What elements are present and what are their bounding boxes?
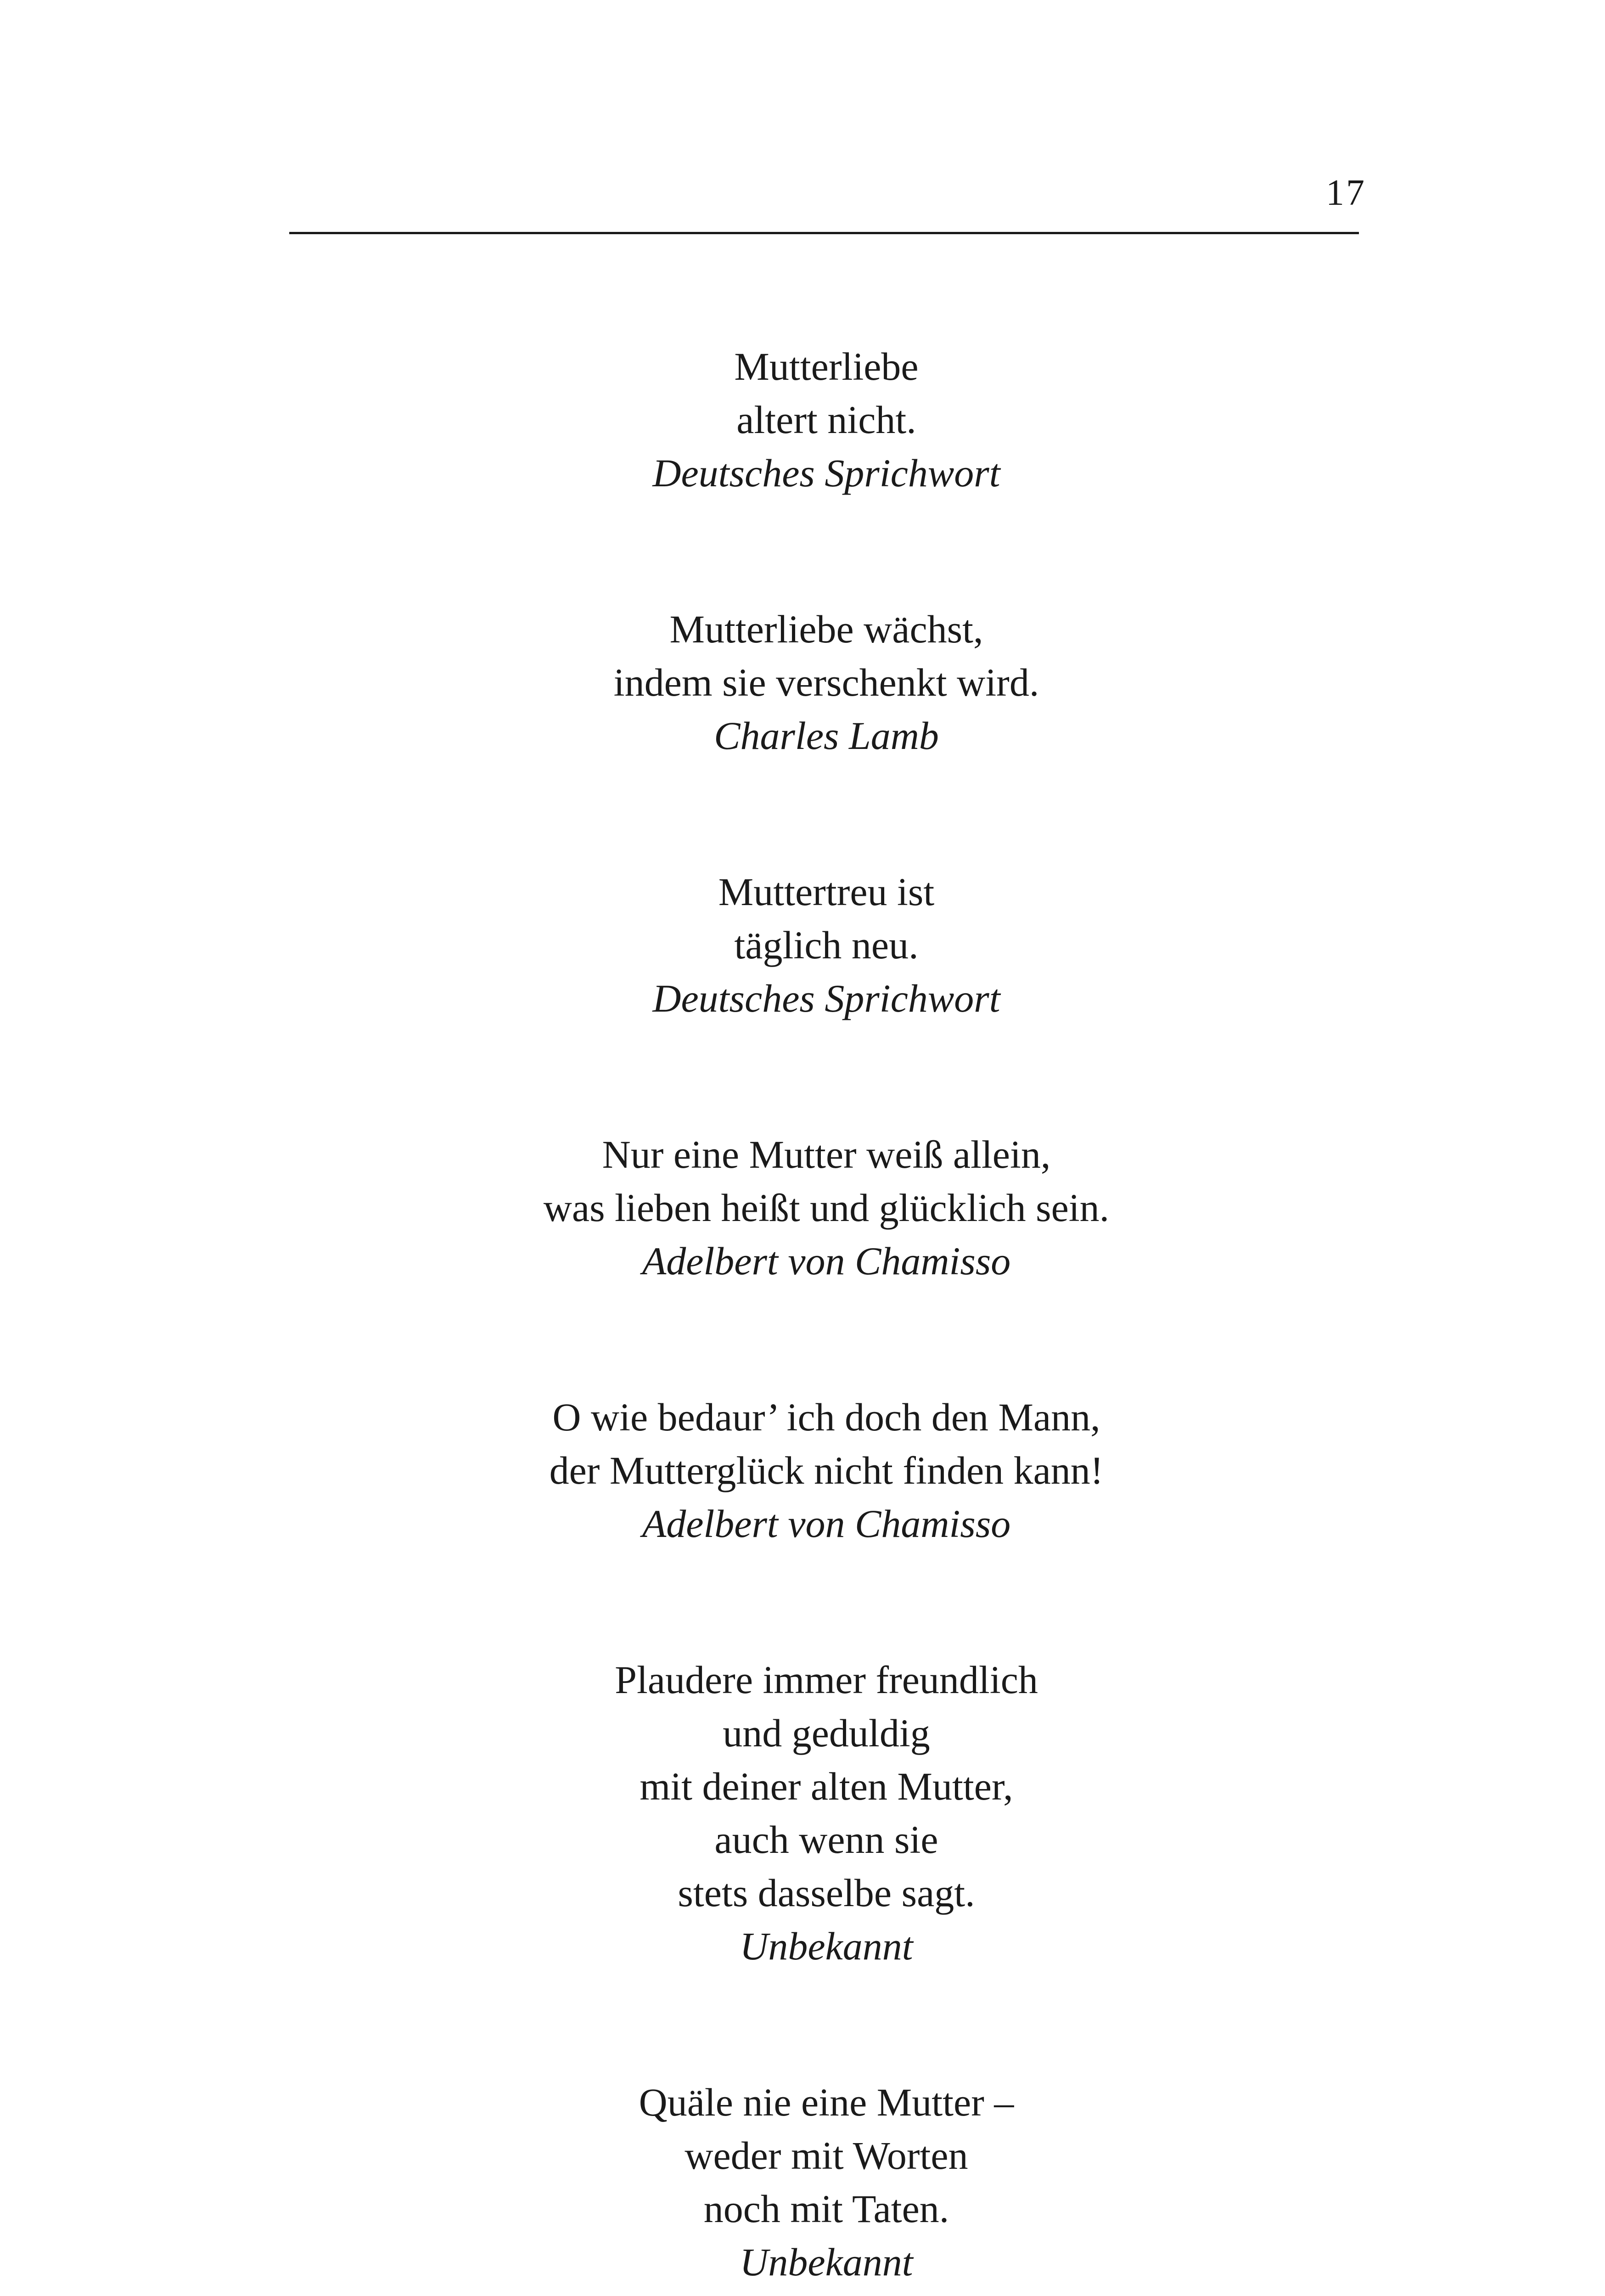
quote-author: Deutsches Sprichwort [652,451,1000,495]
quote-line: Mutterliebe wächst, [669,607,983,651]
quote-list [459,340,1194,2296]
quote-author: Adelbert von Chamisso [642,1502,1011,1546]
quote-author: Adelbert von Chamisso [642,1239,1011,1283]
quote-block [459,340,1194,500]
quote-line: was lieben heißt und glücklich sein. [543,1186,1110,1230]
quote-line: mit deiner alten Mutter, [640,1764,1013,1808]
quote-author: Unbekannt [740,2240,913,2284]
quote-line: altert nicht. [736,398,916,442]
quote-line: der Mutterglück nicht finden kann! [549,1448,1104,1492]
quote-line: O wie bedaur’ ich doch den Mann, [552,1395,1100,1439]
quote-line: Plaudere immer freundlich [615,1658,1038,1702]
quote-author: Unbekannt [740,1924,913,1968]
quote-line: weder mit Worten [685,2133,968,2178]
quote-author: Deutsches Sprichwort [652,976,1000,1020]
quote-line: indem sie verschenkt wird. [613,660,1039,704]
quote-block [459,1390,1194,1550]
quote-line: auch wenn sie [714,1818,938,1862]
quote-block [459,2076,1194,2289]
quote-block [459,865,1194,1025]
quote-line: stets dasselbe sagt. [678,1871,975,1915]
quote-line: Muttertreu ist [718,870,935,914]
quote-line: täglich neu. [734,923,919,967]
header-rule [289,232,1359,234]
quote-line: Nur eine Mutter weiß allein, [602,1132,1051,1176]
quote-line: Mutterliebe [734,344,919,388]
quote-line: Quäle nie eine Mutter – [639,2080,1014,2124]
quote-line: und geduldig [723,1711,930,1755]
quote-block [459,602,1194,762]
quote-line: noch mit Taten. [703,2187,949,2231]
quote-block [459,1128,1194,1288]
quote-author: Charles Lamb [714,714,939,758]
page-number: 17 [1326,173,1366,213]
quote-block [459,1653,1194,1973]
